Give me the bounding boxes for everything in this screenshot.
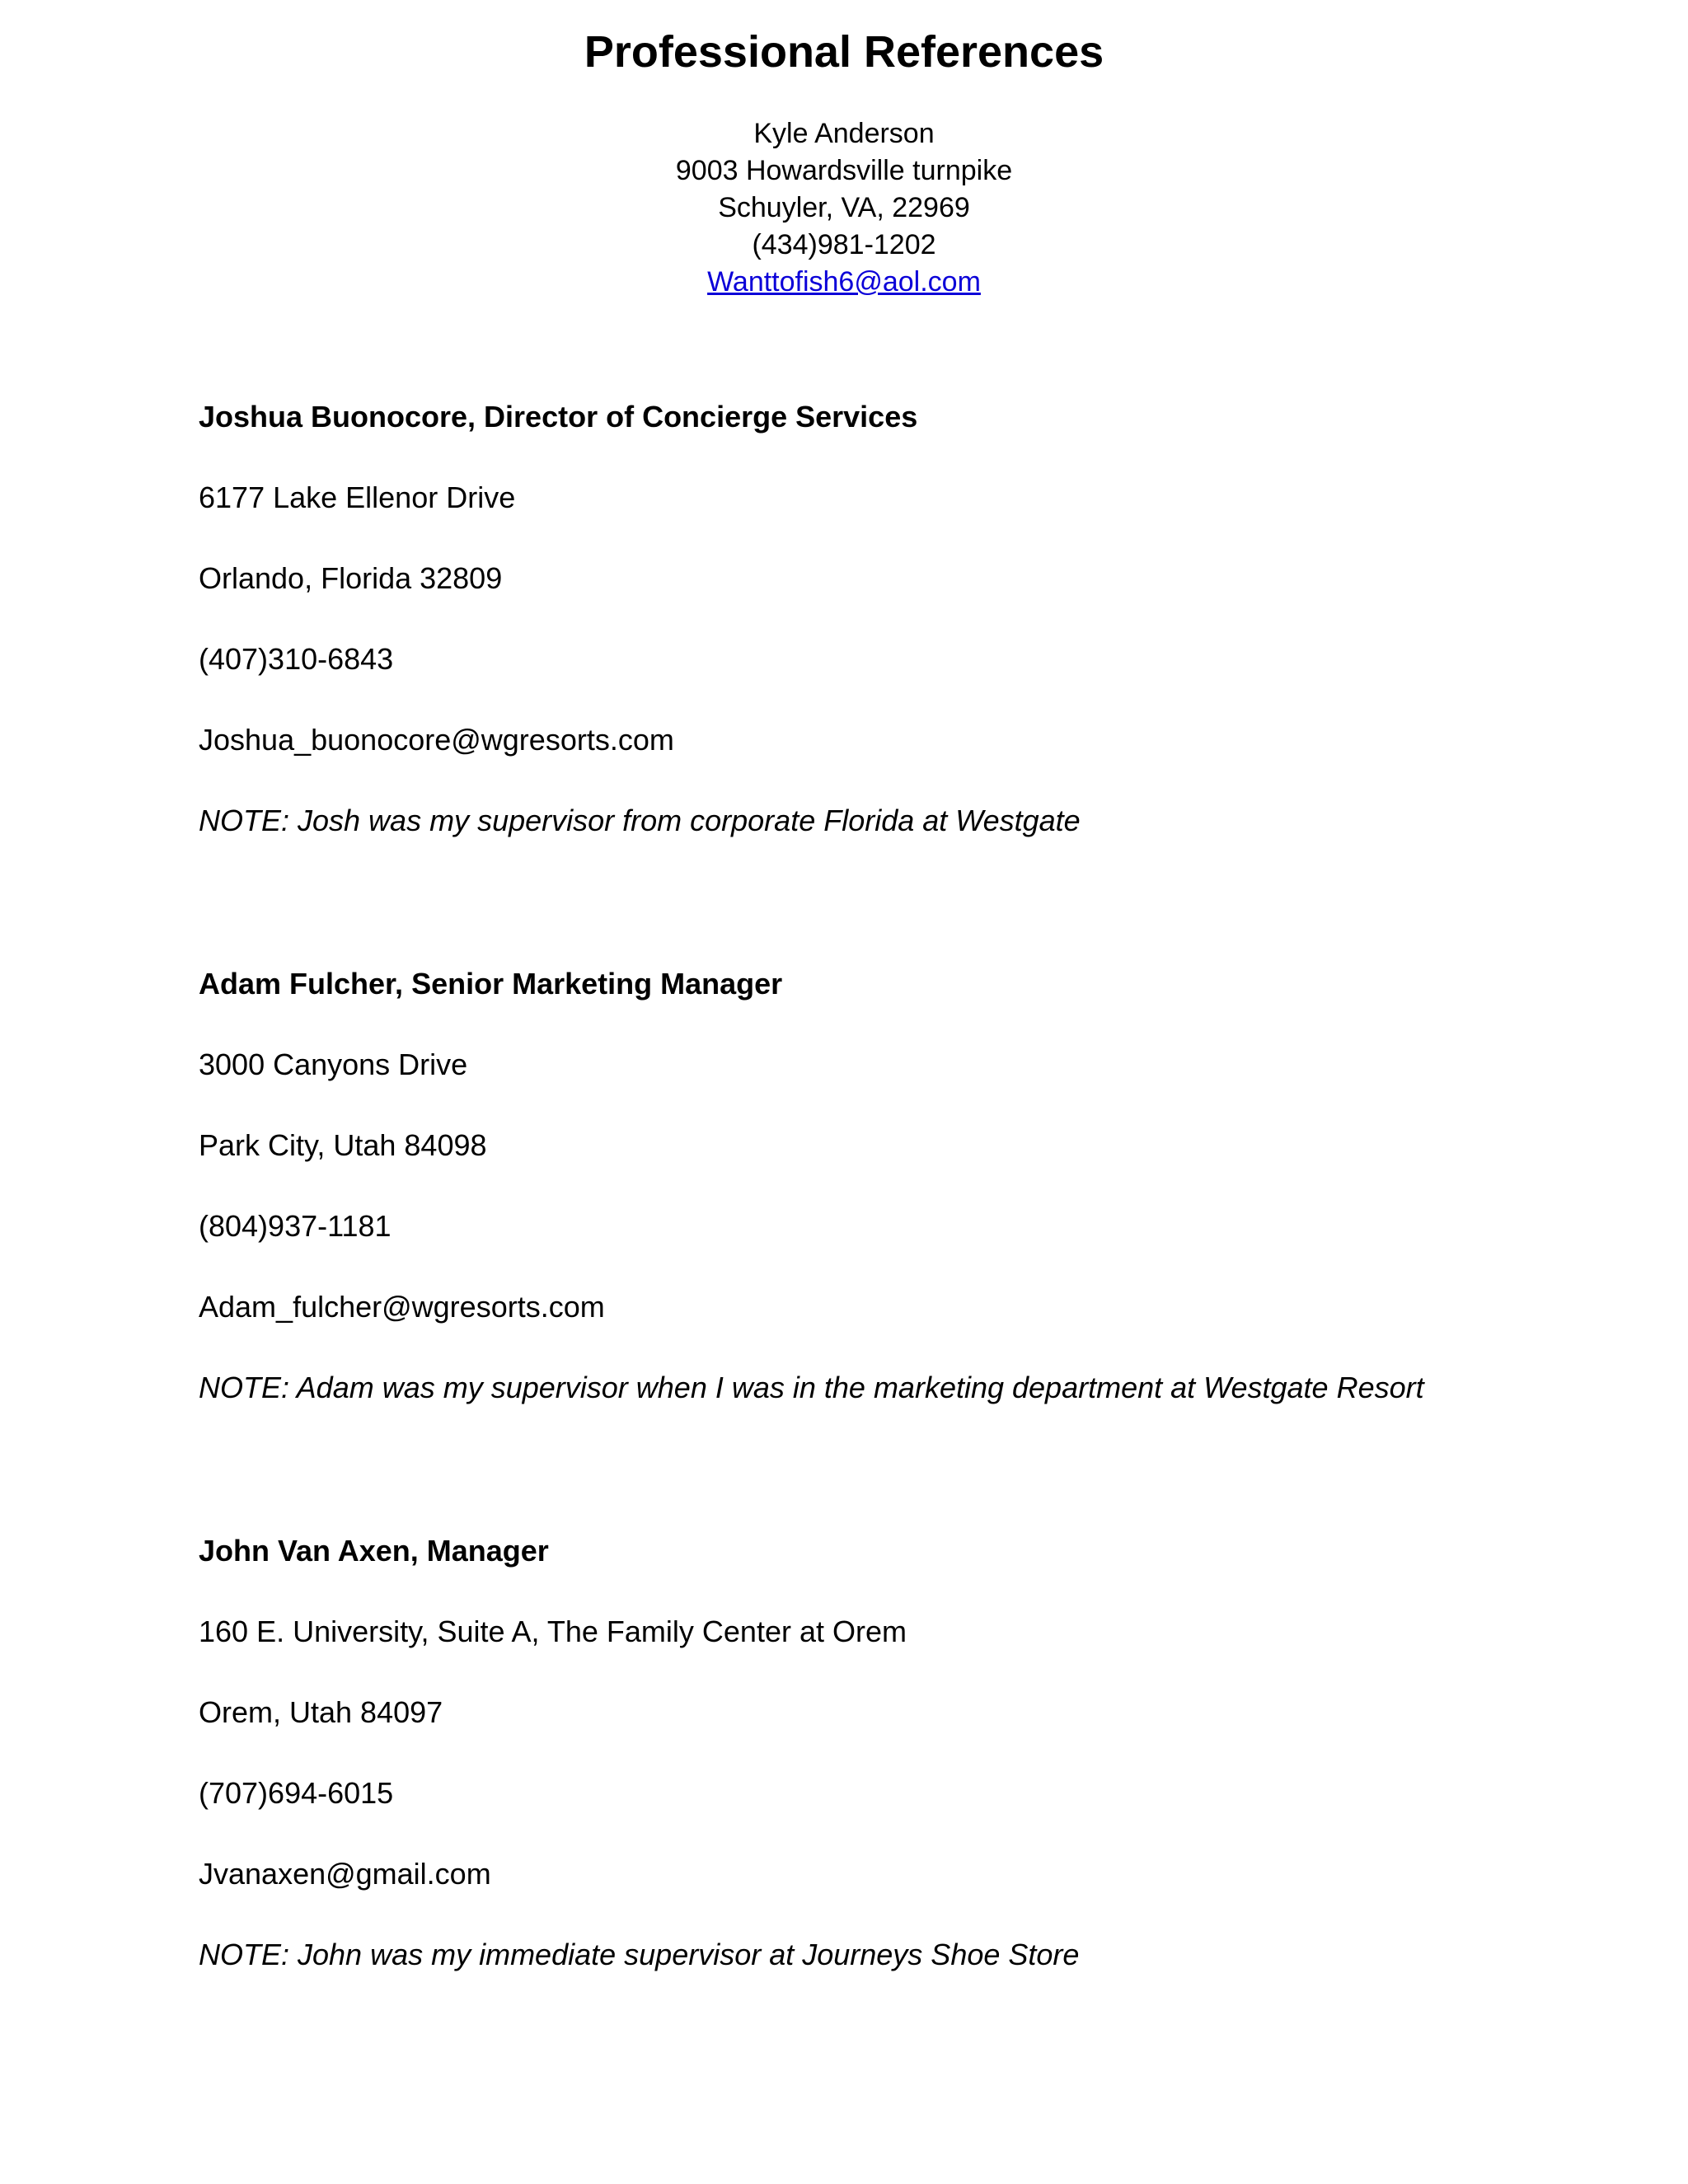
contact-street: 9003 Howardsville turnpike [675, 155, 1013, 186]
page-title: Professional References [584, 27, 1104, 77]
reference-city-state-zip: Orem, Utah 84097 [199, 1695, 443, 1729]
contact-phone: (434)981-1202 [752, 229, 936, 260]
reference-name-title: John Van Axen, Manager [199, 1534, 549, 1568]
reference-phone: (804)937-1181 [199, 1209, 392, 1243]
reference-note: NOTE: Adam was my supervisor when I was in the marketing department at Westgate Resort [199, 1371, 1424, 1404]
contact-name: Kyle Anderson [753, 118, 935, 149]
reference-phone: (407)310-6843 [199, 642, 394, 676]
contact-block [0, 115, 1688, 301]
reference-city-state-zip: Orlando, Florida 32809 [199, 561, 503, 595]
reference-email: Jvanaxen@gmail.com [199, 1857, 491, 1891]
reference-city-state-zip: Park City, Utah 84098 [199, 1128, 487, 1162]
reference-email: Joshua_buonocore@wgresorts.com [199, 723, 674, 757]
reference-phone: (707)694-6015 [199, 1776, 394, 1810]
reference-note: NOTE: John was my immediate supervisor at Journeys Shoe Store [199, 1938, 1080, 1971]
reference-name-title: Joshua Buonocore, Director of Concierge Services [199, 400, 918, 434]
reference-street: 160 E. University, Suite A, The Family Center at Orem [199, 1615, 907, 1648]
reference-street: 3000 Canyons Drive [199, 1047, 468, 1081]
reference-entry [199, 1533, 1649, 2018]
reference-name-title: Adam Fulcher, Senior Marketing Manager [199, 967, 783, 1001]
reference-street: 6177 Lake Ellenor Drive [199, 480, 516, 514]
reference-entry [199, 966, 1649, 1451]
reference-email: Adam_fulcher@wgresorts.com [199, 1290, 605, 1324]
reference-note: NOTE: Josh was my supervisor from corporate Florida at Westgate [199, 804, 1081, 837]
contact-email-link[interactable]: Wanttofish6@aol.com [707, 266, 981, 298]
reference-entry [199, 399, 1649, 883]
contact-city-state-zip: Schuyler, VA, 22969 [718, 192, 970, 223]
